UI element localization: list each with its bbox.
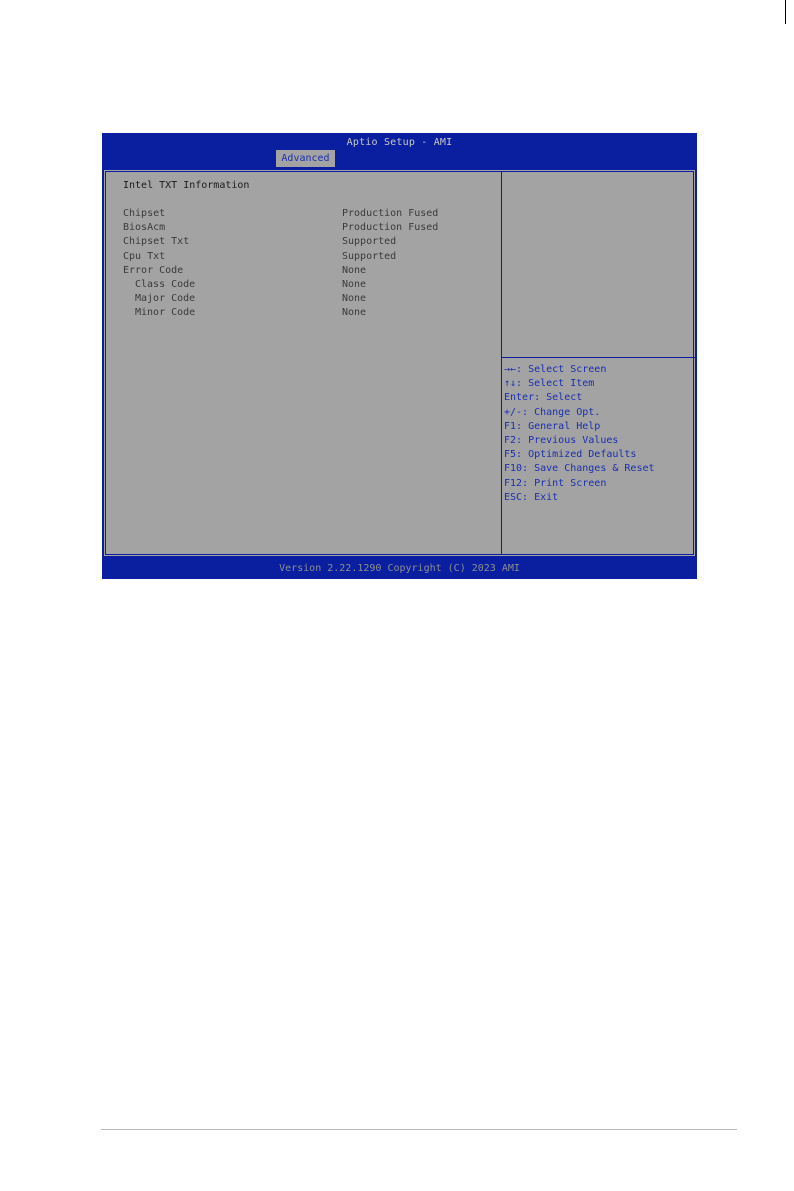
info-value: None <box>342 293 367 305</box>
panel-frame <box>105 171 694 555</box>
info-label: Chipset Txt <box>123 236 190 248</box>
info-value: Supported <box>342 236 397 248</box>
info-label: Class Code <box>135 279 196 290</box>
info-row <box>106 208 499 222</box>
info-row <box>106 265 499 279</box>
help-item: Enter: Select <box>504 392 583 404</box>
info-row <box>106 307 499 321</box>
help-item: →←: Select Screen <box>504 364 607 375</box>
info-row <box>106 222 499 236</box>
help-item: F1: General Help <box>504 420 601 432</box>
help-item: ESC: Exit <box>504 491 559 503</box>
key-help-list <box>504 364 694 506</box>
info-row <box>106 251 499 265</box>
help-divider <box>502 357 695 358</box>
help-item: +/-: Change Opt. <box>504 406 601 418</box>
help-item: ↑↓: Select Item <box>504 378 595 390</box>
help-item: F12: Print Screen <box>504 477 607 489</box>
info-row <box>106 279 499 293</box>
info-row <box>106 293 499 307</box>
info-value: None <box>342 264 367 276</box>
version-text: Version 2.22.1290 Copyright (C) 2023 AMI <box>279 563 520 574</box>
info-label: Cpu Txt <box>123 250 166 262</box>
title-bar <box>102 133 697 168</box>
help-item: F5: Optimized Defaults <box>504 449 637 461</box>
bios-setup-screen <box>102 133 697 579</box>
info-label: Error Code <box>123 264 184 276</box>
tab-advanced[interactable]: Advanced <box>276 150 335 167</box>
section-title: Intel TXT Information <box>123 180 250 191</box>
info-value: Production Fused <box>342 208 439 219</box>
help-item: F2: Previous Values <box>504 434 619 446</box>
info-label: Major Code <box>135 293 196 305</box>
info-label: Minor Code <box>135 307 196 319</box>
info-value: Supported <box>342 250 397 262</box>
vertical-divider <box>501 172 502 554</box>
main-panel <box>104 170 695 556</box>
info-label: Chipset <box>123 208 166 219</box>
info-value: Production Fused <box>342 222 439 234</box>
help-item: F10: Save Changes & Reset <box>504 463 655 475</box>
app-title: Aptio Setup - AMI <box>346 137 453 148</box>
info-label: BiosAcm <box>123 222 166 234</box>
footer-bar <box>102 559 697 579</box>
info-row <box>106 236 499 250</box>
crop-mark <box>785 0 786 24</box>
page-rule <box>101 1129 737 1130</box>
info-value: None <box>342 279 367 290</box>
info-value: None <box>342 307 367 319</box>
